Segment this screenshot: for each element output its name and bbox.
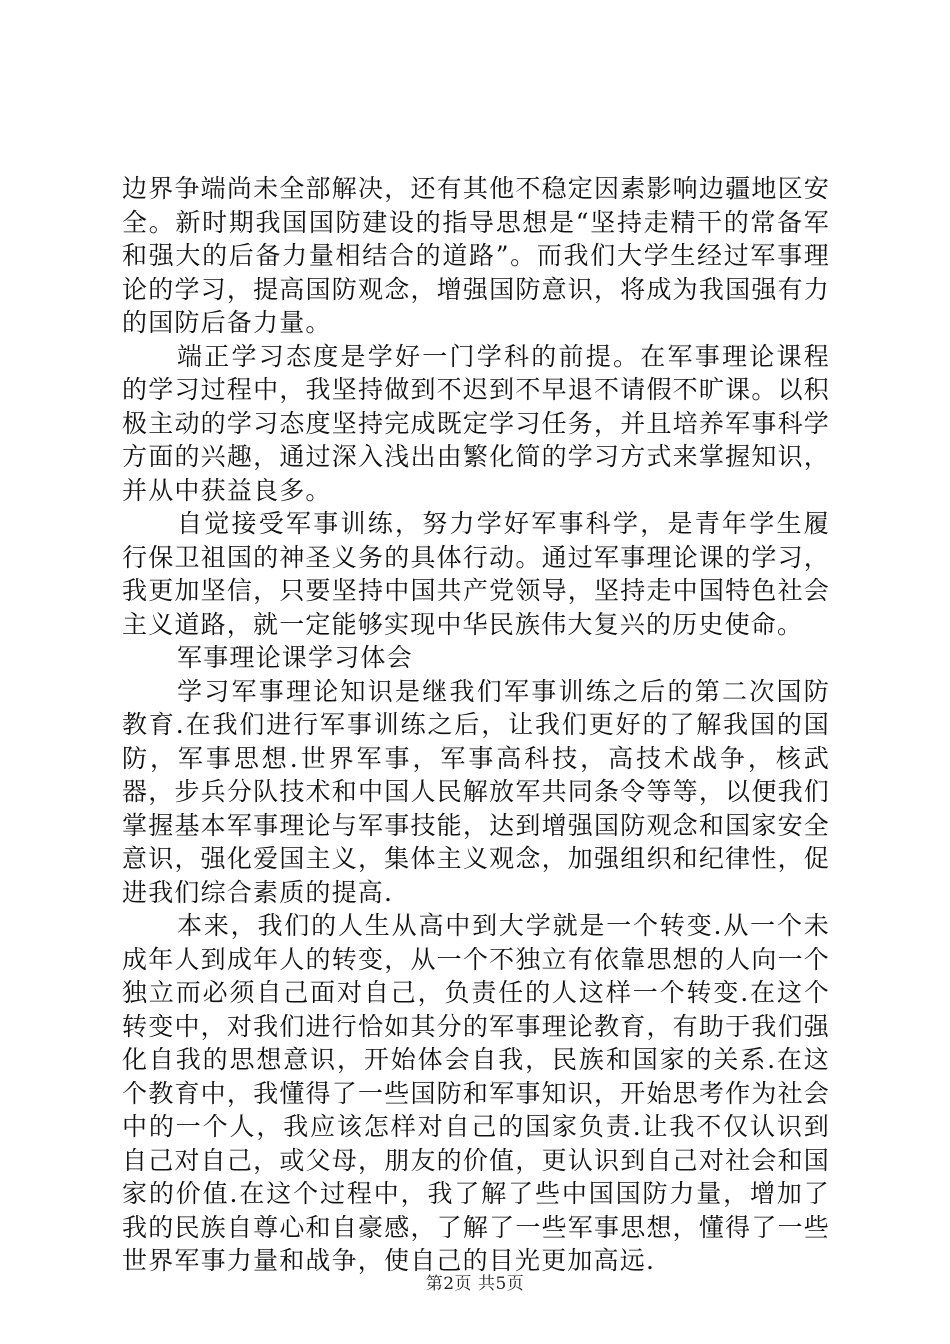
page-number-footer: 第2页 共5页 [425,1274,525,1294]
section-title: 军事理论课学习体会 [177,643,413,672]
paragraph: 自觉接受军事训练，努力学好军事科学，是青年学生履行保卫祖国的神圣义务的具体行动。通过军事理论课的学习，我更加坚信，只要坚持中国共产党领导，坚持走中国特色社会主义道路，就一定能够实现中华民族伟大复兴的历史使命。 [122,509,830,639]
paragraph: 端正学习态度是学好一门学科的前提。在军事理论课程的学习过程中，我坚持做到不迟到不早退不请假不旷课。以积极主动的学习态度坚持完成既定学习任务，并且培养军事科学方面的兴趣，通过深入浅出由繁化简的学习方式来掌握知识，并从中获益良多。 [122,341,830,505]
paragraph: 本来，我们的人生从高中到大学就是一个转变.从一个未成年人到成年人的转变，从一个不独立有依靠思想的人向一个独立而必须自己面对自己，负责任的人这样一个转变.在这个转变中，对我们进行恰如其分的军事理论教育，有助于我们强化自我的思想意识，开始体会自我，民族和国家的关系.在这个教育中，我懂得了一些国防和军事知识，开始思考作为社会中的一个人，我应该怎样对自己的国家负责.让我不仅认识到自己对自己，或父母，朋友的价值，更认识到自己对社会和国家的价值.在这个过程中，我了解了些中国国防力量，增加了我的民族自尊心和自豪感，了解了一些军事思想，懂得了一些世界军事力量和战争，使自己的目光更加高远. [122,911,830,1275]
document-body [122,172,830,1278]
paragraph: 学习军事理论知识是继我们军事训练之后的第二次国防教育.在我们进行军事训练之后，让我们更好的了解我国的国防，军事思想.世界军事，军事高科技，高技术战争，核武器，步兵分队技术和中国人民解放军共同条令等等，以便我们掌握基本军事理论与军事技能，达到增强国防观念和国家安全意识，强化爱国主义，集体主义观念，加强组织和纪律性，促进我们综合素质的提高. [122,676,830,907]
paragraph-continued: 边界争端尚未全部解决，还有其他不稳定因素影响边疆地区安全。新时期我国国防建设的指导思想是“坚持走精干的常备军和强大的后备力量相结合的道路”。而我们大学生经过军事理论的学习，提高国防观念，增强国防意识，将成为我国强有力的国防后备力量。 [122,174,830,337]
